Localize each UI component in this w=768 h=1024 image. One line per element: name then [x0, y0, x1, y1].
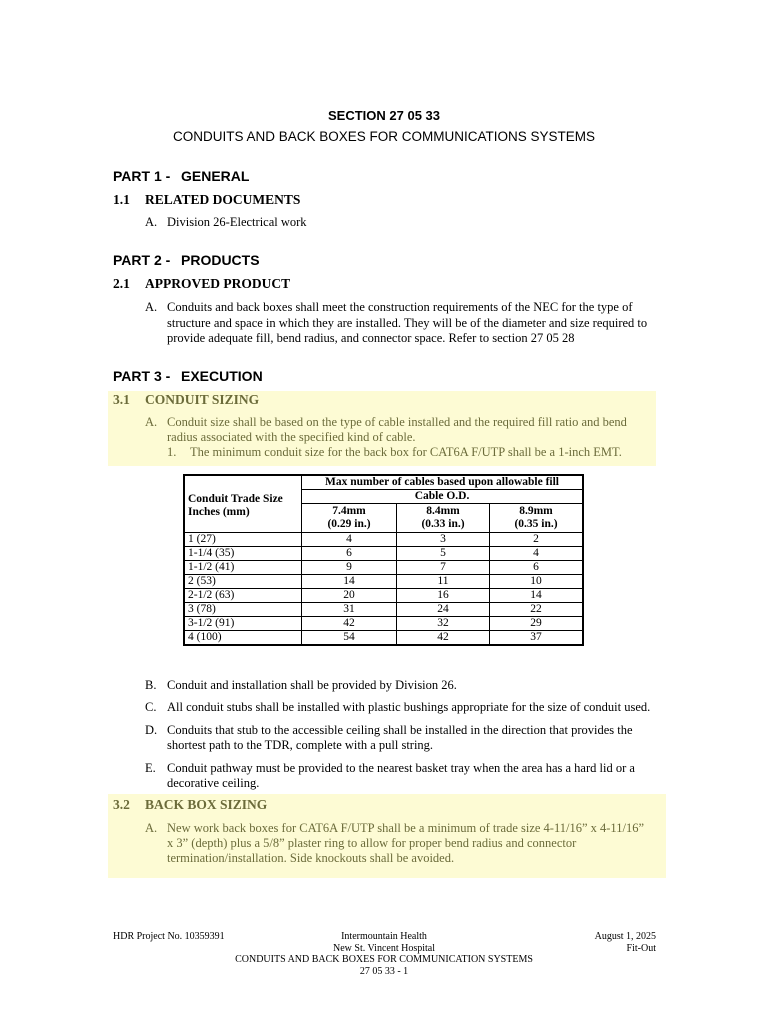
paragraph-line: termination/installation. Side knockouts shall be avoided.: [167, 851, 455, 865]
paragraph-line: radius associated with the specified kind of cable.: [167, 430, 416, 444]
cable-count-cell: 42: [397, 631, 490, 646]
article-number: 3.2: [113, 797, 130, 812]
article-title: APPROVED PRODUCT: [145, 276, 291, 291]
paragraph-3-1-b: [145, 678, 665, 693]
part-title: EXECUTION: [181, 368, 263, 384]
sub-item-1: [167, 445, 622, 460]
footer-hospital: New St. Vincent Hospital: [333, 943, 435, 954]
part-2-heading: [113, 252, 260, 268]
paragraph-line: Conduits and back boxes shall meet the construction requirements of the NEC for the type of: [167, 300, 633, 314]
cable-count-cell: 16: [397, 589, 490, 603]
header-line: (0.35 in.): [514, 518, 558, 530]
paragraph-line: New work back boxes for CAT6A F/UTP shall be a minimum of trade size 4-11/16” x 4-11/16”: [167, 821, 644, 835]
article-number: 1.1: [113, 192, 130, 207]
article-1-1-heading: [113, 192, 300, 208]
section-title: CONDUITS AND BACK BOXES FOR COMMUNICATIONS SYSTEMS: [172, 129, 596, 144]
paragraph-mark: E.: [145, 761, 156, 775]
paragraph-line: shortest path to the TDR, complete with a pull string.: [167, 738, 434, 752]
header-line: 8.9mm: [519, 505, 553, 517]
paragraph-line: All conduit stubs shall be installed with plastic bushings appropriate for the size of conduit used.: [167, 700, 651, 714]
article-title: RELATED DOCUMENTS: [145, 192, 301, 207]
cable-count-cell: 4: [490, 547, 584, 561]
cable-count-cell: 2: [490, 533, 584, 547]
cable-count-cell: 6: [490, 561, 584, 575]
cable-count-cell: 54: [302, 631, 397, 646]
header-line: (0.29 in.): [327, 518, 371, 530]
paragraph-mark: A.: [145, 215, 158, 229]
part-3-heading: [113, 368, 263, 384]
cable-count-cell: 22: [490, 603, 584, 617]
paragraph-3-1-c: [145, 700, 665, 715]
trade-size-cell: 3 (78): [184, 603, 302, 617]
table-row: [184, 631, 583, 646]
paragraph-mark: A.: [145, 821, 158, 835]
paragraph-line: decorative ceiling.: [167, 776, 260, 790]
table-row: [184, 547, 583, 561]
paragraph-text: Division 26-Electrical work: [167, 215, 307, 229]
trade-size-cell: 1-1/2 (41): [184, 561, 302, 575]
paragraph-line: Conduit size shall be based on the type of cable installed and the required fill ratio and bend: [167, 415, 627, 429]
conduit-fill-table: [183, 474, 584, 646]
part-title: PRODUCTS: [181, 252, 260, 268]
article-number: 3.1: [113, 392, 130, 407]
paragraph-mark: B.: [145, 678, 157, 692]
cable-count-cell: 3: [397, 533, 490, 547]
trade-size-cell: 2-1/2 (63): [184, 589, 302, 603]
cable-count-cell: 9: [302, 561, 397, 575]
table-row: [184, 603, 583, 617]
paragraph-line: provide adequate fill, bend radius, and connector space. Refer to section 27 05 28: [167, 331, 575, 345]
cable-count-cell: 14: [302, 575, 397, 589]
paragraph-mark: C.: [145, 700, 157, 714]
paragraph-3-2-a: [145, 821, 660, 867]
cable-count-cell: 24: [397, 603, 490, 617]
trade-size-cell: 4 (100): [184, 631, 302, 646]
article-2-1-heading: [113, 276, 290, 292]
footer-client: Intermountain Health: [341, 931, 427, 942]
paragraph-mark: A.: [145, 415, 158, 429]
article-number: 2.1: [113, 276, 130, 291]
paragraph-line: Conduit and installation shall be provided by Division 26.: [167, 678, 457, 692]
trade-size-cell: 1 (27): [184, 533, 302, 547]
cable-count-cell: 31: [302, 603, 397, 617]
table-row: [184, 617, 583, 631]
paragraph-2-1-a: [145, 300, 665, 346]
header-line: Inches (mm): [188, 506, 250, 518]
table-row: [184, 575, 583, 589]
article-title: BACK BOX SIZING: [145, 797, 268, 812]
table-row: [184, 589, 583, 603]
footer-phase: Fit-Out: [626, 943, 656, 954]
article-3-2-heading: [113, 797, 267, 813]
cable-count-cell: 6: [302, 547, 397, 561]
trade-size-cell: 1-1/4 (35): [184, 547, 302, 561]
cable-count-cell: 29: [490, 617, 584, 631]
trade-size-cell: 3-1/2 (91): [184, 617, 302, 631]
cable-count-cell: 37: [490, 631, 584, 646]
part-number: PART 1 -: [113, 168, 171, 184]
cable-count-cell: 11: [397, 575, 490, 589]
sub-item-mark: 1.: [167, 445, 177, 459]
part-title: GENERAL: [181, 168, 250, 184]
cable-count-cell: 32: [397, 617, 490, 631]
col-header-trade-size: [184, 475, 302, 533]
paragraph-mark: A.: [145, 300, 158, 314]
section-number: SECTION 27 05 33: [328, 108, 440, 123]
footer-title: CONDUITS AND BACK BOXES FOR COMMUNICATION SYSTEMS: [235, 954, 533, 965]
sub-header: Cable O.D.: [302, 490, 584, 504]
footer-date: August 1, 2025: [594, 931, 656, 942]
paragraph-3-1-e: [145, 761, 665, 791]
part-1-heading: [113, 168, 249, 184]
paragraph-mark: D.: [145, 723, 158, 737]
cable-count-cell: 7: [397, 561, 490, 575]
part-number: PART 3 -: [113, 368, 171, 384]
table-row: [184, 561, 583, 575]
paragraph-line: Conduits that stub to the accessible ceiling shall be installed in the direction that provides the: [167, 723, 633, 737]
header-line: (0.33 in.): [421, 518, 465, 530]
col-header-od: [397, 504, 490, 533]
cable-count-cell: 42: [302, 617, 397, 631]
cable-count-cell: 4: [302, 533, 397, 547]
paragraph-line: x 3” (depth) plus a 5/8” plaster ring to allow for proper bend radius and connector: [167, 836, 577, 850]
col-header-od: [302, 504, 397, 533]
trade-size-cell: 2 (53): [184, 575, 302, 589]
cable-count-cell: 10: [490, 575, 584, 589]
paragraph-line: Conduit pathway must be provided to the nearest basket tray when the area has a hard lid or a: [167, 761, 635, 775]
paragraph-3-1-a: [145, 415, 655, 461]
footer-project: HDR Project No. 10359391: [113, 931, 225, 942]
header-line: 7.4mm: [332, 505, 366, 517]
cable-count-cell: 20: [302, 589, 397, 603]
article-title: CONDUIT SIZING: [145, 392, 260, 407]
header-line: Conduit Trade Size: [188, 493, 283, 505]
page-number: 27 05 33 - 1: [359, 966, 409, 977]
paragraph-3-1-d: [145, 723, 665, 753]
part-number: PART 2 -: [113, 252, 171, 268]
paragraph-line: structure and space in which they are installed. They will be of the diameter and size required to: [167, 316, 648, 330]
table-row: [184, 533, 583, 547]
col-header-od: [490, 504, 584, 533]
header-line: 8.4mm: [426, 505, 460, 517]
cable-count-cell: 5: [397, 547, 490, 561]
group-header: Max number of cables based upon allowable fill: [302, 475, 584, 490]
paragraph-1-1-a: [145, 215, 665, 230]
article-3-1-heading: [113, 392, 259, 408]
sub-item-text: The minimum conduit size for the back box for CAT6A F/UTP shall be a 1-inch EMT.: [190, 445, 622, 459]
cable-count-cell: 14: [490, 589, 584, 603]
